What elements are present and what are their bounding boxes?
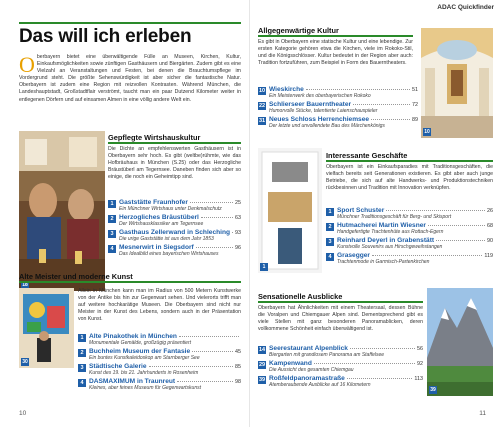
dot-leader (149, 366, 233, 367)
entry-page: 98 (235, 379, 241, 385)
section-text: Allein in München kann man im Radius von 500 Metern Kunstwerke von der Antike bis hin zur Gegenwart sehen. Und vielerorts trifft man auf weitere hochkarätige Museen. Die Oberbayern sind nicht nur Meister in der Kunst des Lebens, sondern auch in der Präsentation von Kunst. (78, 288, 241, 322)
entry-name[interactable]: Gaststätte Fraunhofer (119, 199, 188, 206)
entry-name[interactable]: Neues Schloss Herrenchiemsee (269, 116, 370, 123)
entry-number: 3 (108, 230, 116, 238)
section-heading: Alte Meister und moderne Kunst (19, 272, 133, 281)
entry-page: 119 (484, 253, 493, 259)
list-item[interactable] (108, 244, 241, 257)
list-item[interactable] (258, 101, 418, 114)
entry-page: 26 (487, 208, 493, 214)
entry-name[interactable]: Buchheim Museum der Fantasie (89, 348, 191, 355)
entry-desc: Ein Meisterwerk des oberbayerischen Rokoko (269, 93, 371, 99)
entry-page: 72 (412, 102, 418, 108)
ausblicke-photo (427, 288, 493, 396)
entry-page: 96 (235, 245, 241, 251)
entry-desc: Die Aussicht des gesamten Chiemgau (269, 367, 354, 373)
entry-number: 2 (78, 349, 86, 357)
kunst-image (19, 288, 74, 368)
list-item[interactable] (78, 378, 241, 391)
list-item[interactable] (326, 237, 493, 250)
page-title: Das will ich erleben (19, 26, 192, 47)
entry-name[interactable]: Schlierseer Bauerntheater (269, 101, 352, 108)
section-rule (258, 35, 413, 37)
section-rule (326, 160, 493, 162)
list-item[interactable] (326, 207, 493, 220)
entry-name[interactable]: Hutmacherei Martin Wiesner (337, 222, 426, 229)
church-image (421, 28, 493, 138)
title-rule (19, 22, 241, 24)
section-heading: Sensationelle Ausblicke (258, 292, 343, 301)
entry-number: 31 (258, 117, 266, 124)
entry-desc: Münchner Traditionsgeschäft für Berg- und Skisport (337, 214, 452, 220)
entry-number: 4 (326, 253, 334, 261)
entry-page: 85 (235, 364, 241, 370)
section-heading: Allgegenwärtige Kultur (258, 26, 339, 35)
entry-number: 22 (258, 102, 266, 109)
list-item[interactable] (258, 360, 423, 373)
entry-number: 10 (258, 87, 266, 94)
list-item[interactable] (258, 86, 418, 99)
entry-number: 3 (326, 238, 334, 246)
dot-leader (177, 381, 233, 382)
entry-number: 4 (108, 245, 116, 253)
section-kultur (258, 26, 413, 67)
entry-desc: Monumentale Gemälde, großzügig präsentiert (89, 340, 191, 346)
entry-desc: Ein Münchner Wirtshaus unter Denkmalschutz (119, 206, 222, 212)
section-text: Oberbayern hat Ähnlichkeiten mit einem Theatersaal, dessen Bühne die Voralpen und Chiemgauer Alpen sind. Dementsprechend gibt es viele Stellen mit ganz besonderen Panoramablicken, deren vollkommene Schönheit einfach überwältigend ist. (258, 304, 423, 332)
page-number: 11 (479, 410, 486, 417)
list-item[interactable] (258, 345, 423, 358)
entry-desc: Handgefertigte Trachtenhüte aus Rottach-Egern (337, 229, 444, 235)
entry-number: 1 (78, 334, 86, 342)
entry-name[interactable]: Roßfeldpanoramastraße (269, 375, 345, 382)
photo-number-badge: 30 (22, 359, 28, 365)
entry-desc: Kleines, aber feines Museum für Gegenwartskunst (89, 385, 201, 391)
geschaefte-list (326, 205, 493, 265)
entry-desc: Trachtenmode in Garmisch-Partenkirchen (337, 259, 430, 265)
entry-desc: Ein buntes Kunstkaleidoskop am Starnberger See (89, 355, 200, 361)
section-text: Oberbayern ist ein Einkaufsparadies mit Traditionsgeschäften, die vielfach bereits seit Generationen existieren. Es gibt aber auch junge Betriebe, die sich auf alte Handwerks- und Produktionstechniken rückbesinnen und Tradition mit Innovation verknüpfen. (326, 163, 493, 191)
list-item[interactable] (326, 252, 493, 265)
entry-name[interactable]: Gasthaus Zellerwand in Schleching (119, 229, 231, 236)
dot-leader (428, 225, 485, 226)
entry-desc: Die urige Gaststätte ist aus dem Jahr 1853 (119, 236, 214, 242)
dot-leader (353, 104, 410, 105)
ausblicke-list (258, 343, 423, 388)
kunst-list (78, 331, 241, 391)
entry-page: 25 (235, 200, 241, 206)
entry-name[interactable]: Kampenwand (269, 360, 312, 367)
header-label: ADAC Quickfinder (437, 4, 494, 11)
kultur-photo (421, 28, 493, 138)
entry-page: 51 (412, 87, 418, 93)
geschaefte-photo (258, 148, 322, 273)
dot-leader (350, 348, 415, 349)
section-rule (19, 281, 241, 283)
dot-leader (306, 89, 410, 90)
entry-name[interactable]: Seerestaurant Alpenblick (269, 345, 348, 352)
list-item[interactable] (78, 363, 241, 376)
list-item[interactable] (258, 116, 418, 129)
dot-leader (372, 255, 482, 256)
page-number: 10 (19, 410, 27, 417)
photo-number-badge: 39 (430, 387, 436, 393)
photo-number-badge: 1 (260, 263, 268, 271)
entry-desc: Kunstvolle Souvenirs aus Hirschgeweihstangen (337, 244, 443, 250)
dot-leader (347, 378, 413, 379)
right-page (250, 0, 500, 427)
entry-number: 14 (258, 346, 266, 353)
entry-page: 89 (412, 117, 418, 123)
wirtshaus-list (108, 197, 241, 257)
entry-page: 63 (235, 215, 241, 221)
entry-page: 113 (414, 376, 423, 382)
dot-leader (179, 336, 239, 337)
section-heading: Gepflegte Wirtshauskultur (108, 133, 201, 142)
entry-desc: Humorvolle Stücke, talentierte Laienschauspieler (269, 108, 378, 114)
entry-page: 93 (235, 230, 241, 236)
dropcap: O (19, 52, 35, 77)
entry-name[interactable]: Herzogliches Bräustüberl (119, 214, 199, 221)
dot-leader (386, 210, 485, 211)
entry-name[interactable]: Sport Schuster (337, 207, 385, 214)
section-text: Die Dichte an empfehlenswerten Gasthäusern ist in Oberbayern sehr hoch. Es gibt (weltbe)rühmte, wie das Hofbräuhaus in München (S.25) oder das Herzogliche Bräustüberl am Tegernsee. Daneben finden sich aber so einige, die noch ein Geheimtipp sind. (108, 145, 241, 180)
section-wirtshaus (108, 133, 241, 181)
dot-leader (436, 240, 485, 241)
entry-page: 92 (417, 361, 423, 367)
entry-number: 3 (78, 364, 86, 372)
wirtshaus-image (19, 131, 105, 291)
entry-desc: Das Idealbild eines bayerischen Wirtshauses (119, 251, 219, 257)
list-item[interactable] (108, 214, 241, 227)
list-item[interactable] (78, 333, 241, 346)
dot-leader (196, 247, 233, 248)
entry-page: 90 (487, 238, 493, 244)
entry-number: 2 (326, 223, 334, 231)
shop-image (258, 148, 322, 273)
entry-desc: Der letzte und unvollendete Bau des Märchenkönigs (269, 123, 385, 129)
dot-leader (190, 202, 233, 203)
entry-name[interactable]: Reinhard Deyerl in Grabenstätt (337, 237, 435, 244)
entry-name[interactable]: Alte Pinakothek in München (89, 333, 177, 340)
section-kunst (19, 272, 241, 285)
intro-text (19, 54, 241, 104)
entry-name[interactable]: Grasegger (337, 252, 370, 259)
section-heading: Interessante Geschäfte (326, 151, 408, 160)
section-ausblicke (258, 292, 423, 333)
section-geschaefte (326, 151, 493, 192)
entry-name[interactable]: Wieskirche (269, 86, 304, 93)
entry-page: 56 (417, 346, 423, 352)
section-rule (258, 301, 423, 303)
entry-desc: Atemberaubende Ausblicke auf 16 Kilometern (269, 382, 371, 388)
entry-number: 1 (108, 200, 116, 208)
entry-name[interactable]: Städtische Galerie (89, 363, 147, 370)
dot-leader (232, 232, 233, 233)
entry-page: 45 (235, 349, 241, 355)
list-item[interactable] (258, 375, 423, 388)
kultur-list (258, 84, 418, 129)
intro-body: berbayern bietet eine überwältigende Fülle an Museen, Kirchen, Kultur, Einkaufsmöglichkeiten sowie zünftigen Gasthäusern und Biergärten. Zudem gibt es eine Vielzahl an Veranstaltungen und Festen, bei denen die Brauchtumspflege im Vordergrund steht. Die größte Sehenswürdigkeit ist aber sicher die fantastische Natur. Oberbayern ist zudem eine Region mit reizvollen Kontrasten. Während München, die Landeshauptstadt, Großstadtflair verströmt, taucht man ein paar Dutzend Kilometer weiter in entlegenen Dörfern und auf einsamen Almen in eine völlig andere Welt ein. (19, 54, 241, 103)
list-item[interactable] (108, 229, 241, 242)
dot-leader (192, 351, 233, 352)
entry-number: 1 (326, 208, 334, 216)
list-item[interactable] (108, 199, 241, 212)
entry-name[interactable]: DASMAXIMUM in Traunreut (89, 378, 176, 385)
entry-number: 29 (258, 361, 266, 368)
entry-number: 4 (78, 379, 86, 387)
mountain-image (427, 288, 493, 396)
section-text: Es gibt in Oberbayern eine statische Kultur und eine lebendige. Zur ersten Kategorie gehören etwa die Kirchen, viele im Rokoko-Stil, und die Königsschlösser. Kultur bedeutet in der Region aber auch: Tradition fortzuführen, zum Beispiel in Form des Bauerntheaters. (258, 38, 413, 66)
entry-desc: Der Wirtshausklassiker am Tegernsee (119, 221, 204, 227)
list-item[interactable] (326, 222, 493, 235)
dot-leader (314, 363, 415, 364)
list-item[interactable] (78, 348, 241, 361)
photo-number-badge: 10 (424, 129, 430, 135)
kunst-photo (19, 288, 74, 368)
entry-number: 2 (108, 215, 116, 223)
wirtshaus-photo (19, 131, 105, 291)
entry-desc: Kunst des 19. bis 21. Jahrhunderts in Rosenheim (89, 370, 199, 376)
entry-page: 68 (487, 223, 493, 229)
section-rule (108, 142, 241, 144)
dot-leader (371, 119, 410, 120)
dot-leader (201, 217, 233, 218)
entry-name[interactable]: Mesnerwirt in Siegsdorf (119, 244, 194, 251)
entry-desc: Biergarten mit grandiosem Panorama am Staffelsee (269, 352, 385, 358)
entry-number: 39 (258, 376, 266, 383)
photo-number-badge: 18 (22, 282, 28, 288)
